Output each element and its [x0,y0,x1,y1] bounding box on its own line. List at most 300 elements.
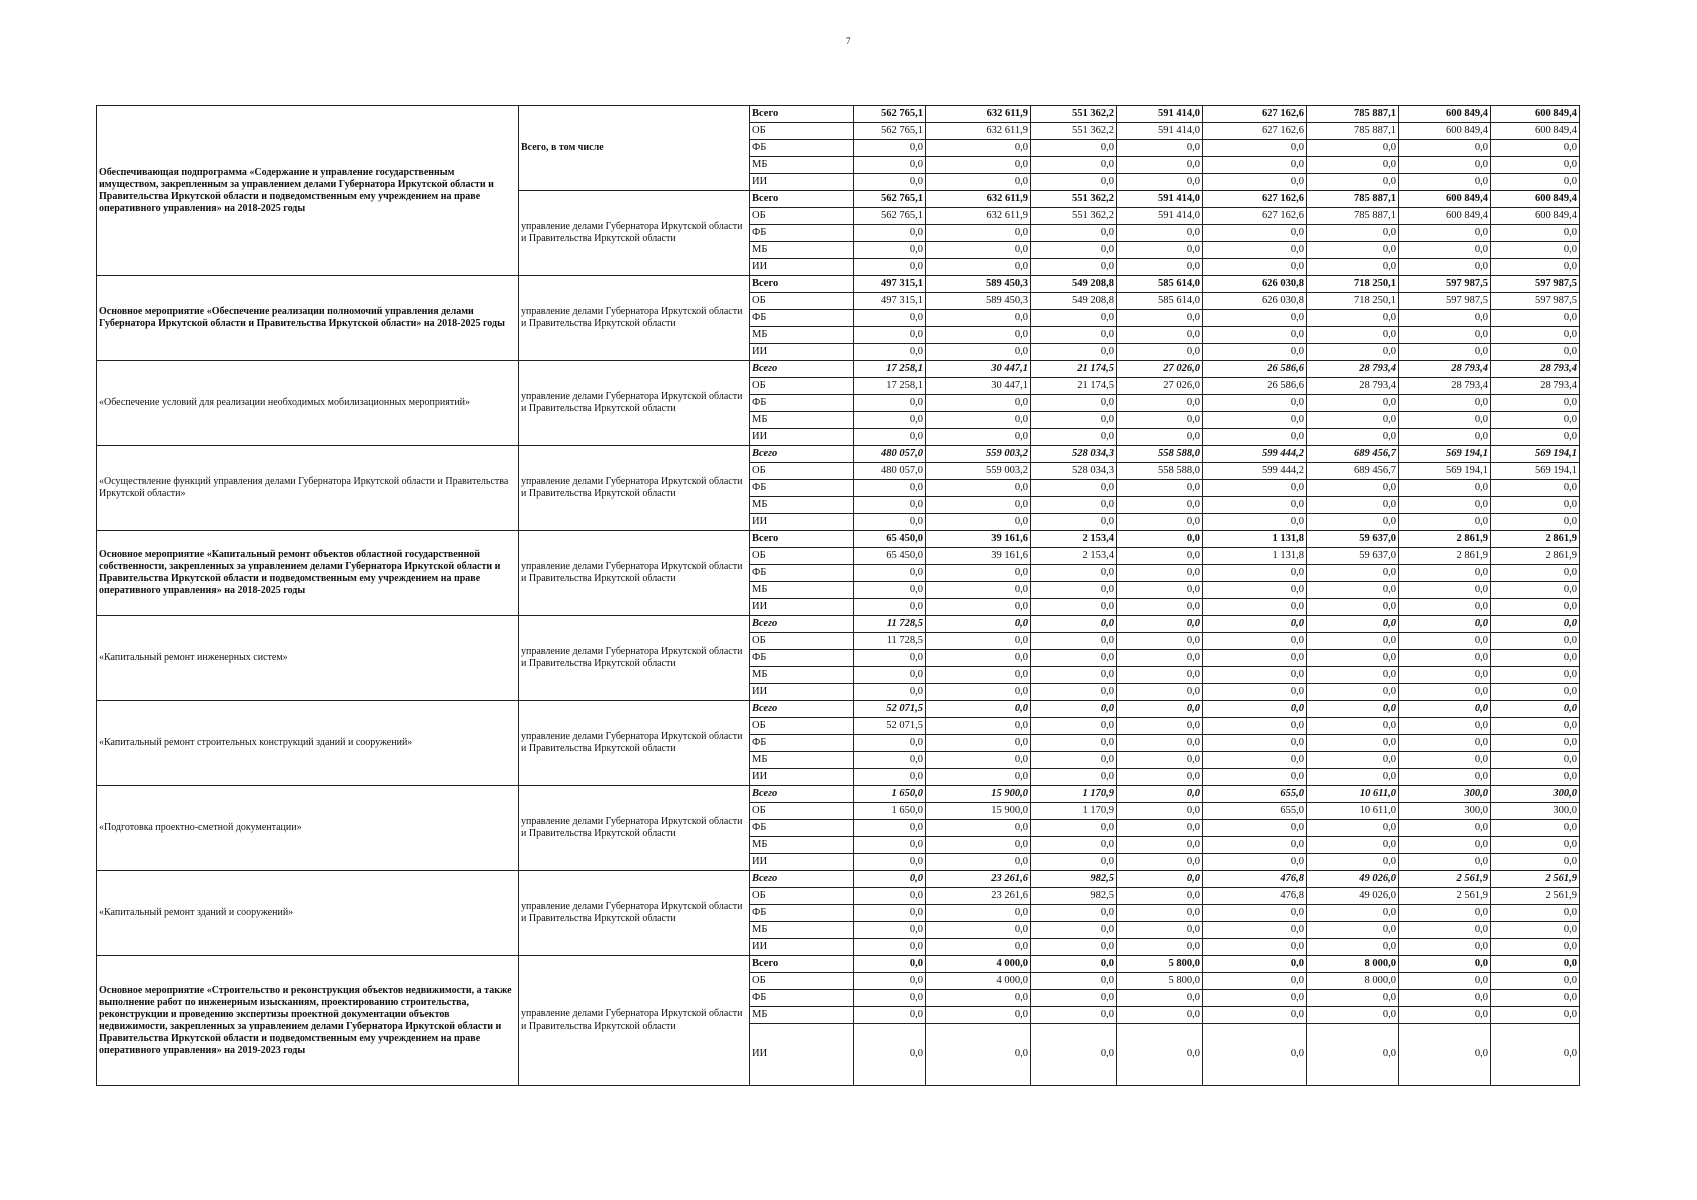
amount-cell: 0,0 [1307,820,1399,837]
amount-cell: 0,0 [926,140,1031,157]
amount-cell: 549 208,8 [1031,293,1117,310]
amount-cell: 2 561,9 [1491,871,1580,888]
amount-cell: 632 611,9 [926,208,1031,225]
amount-cell: 0,0 [1307,752,1399,769]
amount-cell: 0,0 [1031,650,1117,667]
amount-cell: 0,0 [1117,174,1203,191]
amount-cell: 52 071,5 [854,718,926,735]
amount-cell: 600 849,4 [1399,191,1491,208]
amount-cell: 0,0 [854,225,926,242]
measure-name: Основное мероприятие «Строительство и реконструкция объектов недвижимости, а также выполнение работ по инженерным изысканиям, проектированию строительства, реконструкции и проведению экспертизы проектной документации объектов недвижимости, закрепленных за управлением делами Губернатора Иркутской области и Правительства Иркутской области и подведомственным ему учреждением на праве оперативного управления» на 2019-2023 годы [97,956,519,1086]
amount-cell: 785 887,1 [1307,123,1399,140]
amount-cell: 585 614,0 [1117,293,1203,310]
amount-cell: 0,0 [1117,820,1203,837]
amount-cell: 0,0 [1399,990,1491,1007]
amount-cell: 0,0 [1399,565,1491,582]
amount-cell: 28 793,4 [1307,361,1399,378]
amount-cell: 569 194,1 [1491,446,1580,463]
funding-source: МБ [750,242,854,259]
funding-source: ИИ [750,1024,854,1086]
amount-cell: 0,0 [926,633,1031,650]
amount-cell: 0,0 [1117,310,1203,327]
amount-cell: 0,0 [1203,752,1307,769]
amount-cell: 0,0 [1117,497,1203,514]
amount-cell: 0,0 [1031,633,1117,650]
amount-cell: 11 728,5 [854,633,926,650]
amount-cell: 655,0 [1203,803,1307,820]
amount-cell: 0,0 [1203,157,1307,174]
amount-cell: 0,0 [1399,922,1491,939]
amount-cell: 600 849,4 [1491,123,1580,140]
amount-cell: 0,0 [854,752,926,769]
amount-cell: 0,0 [1399,157,1491,174]
amount-cell: 0,0 [1203,718,1307,735]
funding-source: ИИ [750,854,854,871]
amount-cell: 28 793,4 [1491,361,1580,378]
amount-cell: 0,0 [1307,310,1399,327]
amount-cell: 0,0 [1031,497,1117,514]
amount-cell: 0,0 [1491,225,1580,242]
amount-cell: 28 793,4 [1307,378,1399,395]
amount-cell: 476,8 [1203,888,1307,905]
amount-cell: 0,0 [1117,718,1203,735]
funding-source: ФБ [750,990,854,1007]
amount-cell: 0,0 [1491,599,1580,616]
amount-cell: 0,0 [1203,582,1307,599]
amount-cell: 0,0 [1117,395,1203,412]
amount-cell: 632 611,9 [926,106,1031,123]
amount-cell: 0,0 [1117,1007,1203,1024]
amount-cell: 0,0 [854,395,926,412]
funding-source: МБ [750,582,854,599]
amount-cell: 8 000,0 [1307,973,1399,990]
amount-cell: 480 057,0 [854,446,926,463]
funding-source: ОБ [750,208,854,225]
amount-cell: 30 447,1 [926,361,1031,378]
amount-cell: 0,0 [1399,684,1491,701]
amount-cell: 0,0 [1307,565,1399,582]
table-row [97,446,1580,463]
amount-cell: 52 071,5 [854,701,926,718]
responsible-executor: управление делами Губернатора Иркутской области и Правительства Иркутской области [519,361,750,446]
amount-cell: 0,0 [1491,412,1580,429]
amount-cell: 0,0 [926,497,1031,514]
amount-cell: 0,0 [1117,769,1203,786]
amount-cell: 0,0 [926,480,1031,497]
amount-cell: 591 414,0 [1117,208,1203,225]
amount-cell: 0,0 [1491,1007,1580,1024]
amount-cell: 28 793,4 [1399,378,1491,395]
amount-cell: 0,0 [1307,667,1399,684]
amount-cell: 0,0 [1491,684,1580,701]
amount-cell: 689 456,7 [1307,463,1399,480]
amount-cell: 26 586,6 [1203,361,1307,378]
amount-cell: 0,0 [926,157,1031,174]
amount-cell: 1 170,9 [1031,803,1117,820]
amount-cell: 562 765,1 [854,208,926,225]
amount-cell: 2 861,9 [1399,548,1491,565]
amount-cell: 0,0 [1203,633,1307,650]
funding-source: ОБ [750,633,854,650]
amount-cell: 0,0 [1399,327,1491,344]
responsible-executor: управление делами Губернатора Иркутской области и Правительства Иркутской области [519,786,750,871]
amount-cell: 0,0 [1117,327,1203,344]
amount-cell: 28 793,4 [1491,378,1580,395]
amount-cell: 0,0 [854,514,926,531]
amount-cell: 300,0 [1399,786,1491,803]
funding-source: ОБ [750,463,854,480]
amount-cell: 591 414,0 [1117,106,1203,123]
amount-cell: 0,0 [1307,225,1399,242]
amount-cell: 0,0 [926,599,1031,616]
amount-cell: 0,0 [1031,1007,1117,1024]
amount-cell: 562 765,1 [854,191,926,208]
amount-cell: 0,0 [1399,667,1491,684]
amount-cell: 0,0 [1117,667,1203,684]
amount-cell: 0,0 [1399,820,1491,837]
amount-cell: 0,0 [1031,412,1117,429]
table-row [97,956,1580,973]
funding-source: ФБ [750,480,854,497]
amount-cell: 0,0 [854,888,926,905]
amount-cell: 0,0 [854,922,926,939]
amount-cell: 0,0 [1117,157,1203,174]
amount-cell: 0,0 [1307,327,1399,344]
amount-cell: 0,0 [1491,344,1580,361]
amount-cell: 0,0 [1491,174,1580,191]
amount-cell: 627 162,6 [1203,191,1307,208]
amount-cell: 27 026,0 [1117,361,1203,378]
amount-cell: 0,0 [1031,565,1117,582]
amount-cell: 0,0 [1307,735,1399,752]
amount-cell: 0,0 [1031,480,1117,497]
funding-source: ИИ [750,684,854,701]
amount-cell: 0,0 [1031,854,1117,871]
amount-cell: 0,0 [1031,684,1117,701]
funding-source: МБ [750,667,854,684]
amount-cell: 599 444,2 [1203,446,1307,463]
funding-source: ИИ [750,769,854,786]
amount-cell: 0,0 [926,310,1031,327]
funding-table [96,105,1580,1086]
amount-cell: 0,0 [1399,582,1491,599]
amount-cell: 0,0 [854,497,926,514]
amount-cell: 0,0 [854,1007,926,1024]
amount-cell: 2 861,9 [1399,531,1491,548]
amount-cell: 0,0 [1117,854,1203,871]
amount-cell: 0,0 [926,650,1031,667]
amount-cell: 30 447,1 [926,378,1031,395]
amount-cell: 632 611,9 [926,191,1031,208]
amount-cell: 559 003,2 [926,446,1031,463]
amount-cell: 8 000,0 [1307,956,1399,973]
amount-cell: 0,0 [1399,956,1491,973]
amount-cell: 0,0 [854,480,926,497]
amount-cell: 300,0 [1491,803,1580,820]
amount-cell: 5 800,0 [1117,973,1203,990]
measure-name: «Обеспечение условий для реализации необходимых мобилизационных мероприятий» [97,361,519,446]
amount-cell: 59 637,0 [1307,548,1399,565]
amount-cell: 21 174,5 [1031,361,1117,378]
amount-cell: 0,0 [1399,174,1491,191]
amount-cell: 597 987,5 [1399,276,1491,293]
funding-source: ОБ [750,973,854,990]
measure-name: «Подготовка проектно-сметной документации» [97,786,519,871]
amount-cell: 0,0 [1117,922,1203,939]
amount-cell: 0,0 [1491,752,1580,769]
amount-cell: 0,0 [926,939,1031,956]
funding-source: ФБ [750,905,854,922]
amount-cell: 0,0 [1307,497,1399,514]
amount-cell: 0,0 [1117,548,1203,565]
amount-cell: 0,0 [1399,140,1491,157]
amount-cell: 0,0 [1031,242,1117,259]
amount-cell: 551 362,2 [1031,208,1117,225]
amount-cell: 0,0 [1203,1024,1307,1086]
amount-cell: 0,0 [1031,939,1117,956]
funding-source: МБ [750,752,854,769]
amount-cell: 0,0 [926,990,1031,1007]
amount-cell: 0,0 [1031,395,1117,412]
page-number: 7 [846,36,851,46]
amount-cell: 0,0 [1117,905,1203,922]
amount-cell: 0,0 [1399,633,1491,650]
responsible-executor: управление делами Губернатора Иркутской области и Правительства Иркутской области [519,191,750,276]
amount-cell: 591 414,0 [1117,191,1203,208]
amount-cell: 0,0 [1117,225,1203,242]
amount-cell: 599 444,2 [1203,463,1307,480]
amount-cell: 1 131,8 [1203,531,1307,548]
amount-cell: 0,0 [1399,905,1491,922]
amount-cell: 0,0 [926,429,1031,446]
amount-cell: 0,0 [854,990,926,1007]
amount-cell: 632 611,9 [926,123,1031,140]
amount-cell: 0,0 [1117,582,1203,599]
amount-cell: 0,0 [1117,684,1203,701]
amount-cell: 0,0 [1399,735,1491,752]
amount-cell: 0,0 [926,412,1031,429]
amount-cell: 0,0 [1491,701,1580,718]
amount-cell: 2 561,9 [1491,888,1580,905]
amount-cell: 0,0 [1203,225,1307,242]
table-row [97,871,1580,888]
amount-cell: 600 849,4 [1491,191,1580,208]
amount-cell: 597 987,5 [1491,276,1580,293]
amount-cell: 0,0 [1399,616,1491,633]
amount-cell: 0,0 [1307,344,1399,361]
amount-cell: 0,0 [1399,242,1491,259]
funding-source: МБ [750,157,854,174]
amount-cell: 0,0 [1491,480,1580,497]
funding-source: ФБ [750,650,854,667]
amount-cell: 0,0 [854,582,926,599]
amount-cell: 23 261,6 [926,888,1031,905]
amount-cell: 0,0 [1399,599,1491,616]
amount-cell: 0,0 [854,599,926,616]
amount-cell: 0,0 [1203,242,1307,259]
responsible-executor: Всего, в том числе [519,106,750,191]
amount-cell: 0,0 [926,905,1031,922]
amount-cell: 15 900,0 [926,786,1031,803]
amount-cell: 0,0 [1491,395,1580,412]
amount-cell: 558 588,0 [1117,446,1203,463]
table-row [97,786,1580,803]
amount-cell: 17 258,1 [854,378,926,395]
table-row [97,531,1580,548]
amount-cell: 0,0 [1399,973,1491,990]
amount-cell: 0,0 [1031,837,1117,854]
measure-name: Обеспечивающая подпрограмма «Содержание и управление государственным имуществом, закрепленным за управлением делами Губернатора Иркутской области и Правительства Иркутской области и подведомственным ему учреждением на праве оперативного управления» на 2018-2025 годы [97,106,519,276]
measure-name: «Капитальный ремонт зданий и сооружений» [97,871,519,956]
amount-cell: 0,0 [1203,650,1307,667]
amount-cell: 0,0 [1399,1024,1491,1086]
funding-source: МБ [750,1007,854,1024]
amount-cell: 0,0 [1117,242,1203,259]
amount-cell: 0,0 [1031,769,1117,786]
amount-cell: 689 456,7 [1307,446,1399,463]
amount-cell: 0,0 [926,718,1031,735]
amount-cell: 0,0 [1399,752,1491,769]
amount-cell: 0,0 [1031,1024,1117,1086]
amount-cell: 0,0 [1307,242,1399,259]
amount-cell: 0,0 [1117,888,1203,905]
amount-cell: 0,0 [1117,752,1203,769]
amount-cell: 0,0 [1491,769,1580,786]
amount-cell: 0,0 [854,769,926,786]
amount-cell: 0,0 [1491,242,1580,259]
amount-cell: 0,0 [1491,922,1580,939]
amount-cell: 0,0 [1031,310,1117,327]
amount-cell: 480 057,0 [854,463,926,480]
amount-cell: 0,0 [926,684,1031,701]
amount-cell: 0,0 [1491,667,1580,684]
amount-cell: 0,0 [1203,735,1307,752]
funding-source: МБ [750,327,854,344]
amount-cell: 0,0 [1203,327,1307,344]
amount-cell: 0,0 [1031,973,1117,990]
amount-cell: 0,0 [1491,650,1580,667]
table-row [97,276,1580,293]
amount-cell: 0,0 [1399,225,1491,242]
amount-cell: 0,0 [1491,905,1580,922]
funding-source: Всего [750,786,854,803]
amount-cell: 600 849,4 [1399,106,1491,123]
amount-cell: 0,0 [1307,412,1399,429]
amount-cell: 1 650,0 [854,803,926,820]
amount-cell: 0,0 [1117,259,1203,276]
amount-cell: 476,8 [1203,871,1307,888]
amount-cell: 0,0 [1399,480,1491,497]
measure-name: «Осуществление функций управления делами Губернатора Иркутской области и Правительства Иркутской области» [97,446,519,531]
funding-source: Всего [750,956,854,973]
amount-cell: 0,0 [1203,514,1307,531]
amount-cell: 600 849,4 [1491,208,1580,225]
amount-cell: 0,0 [1307,157,1399,174]
amount-cell: 600 849,4 [1399,208,1491,225]
amount-cell: 655,0 [1203,786,1307,803]
amount-cell: 28 793,4 [1399,361,1491,378]
amount-cell: 0,0 [926,174,1031,191]
amount-cell: 0,0 [1203,769,1307,786]
amount-cell: 0,0 [1117,599,1203,616]
amount-cell: 0,0 [1491,718,1580,735]
amount-cell: 17 258,1 [854,361,926,378]
amount-cell: 551 362,2 [1031,191,1117,208]
amount-cell: 0,0 [926,820,1031,837]
amount-cell: 785 887,1 [1307,208,1399,225]
funding-source: МБ [750,922,854,939]
amount-cell: 4 000,0 [926,956,1031,973]
amount-cell: 528 034,3 [1031,446,1117,463]
amount-cell: 0,0 [854,242,926,259]
amount-cell: 0,0 [854,667,926,684]
amount-cell: 0,0 [1491,939,1580,956]
amount-cell: 0,0 [1307,616,1399,633]
amount-cell: 0,0 [1491,1024,1580,1086]
amount-cell: 0,0 [926,667,1031,684]
amount-cell: 0,0 [1307,769,1399,786]
funding-source: ИИ [750,429,854,446]
amount-cell: 0,0 [1399,412,1491,429]
funding-source: ИИ [750,939,854,956]
amount-cell: 0,0 [1117,633,1203,650]
amount-cell: 0,0 [1031,956,1117,973]
amount-cell: 1 170,9 [1031,786,1117,803]
funding-source: ФБ [750,395,854,412]
amount-cell: 10 611,0 [1307,786,1399,803]
amount-cell: 0,0 [854,259,926,276]
amount-cell: 0,0 [1203,684,1307,701]
amount-cell: 0,0 [1399,837,1491,854]
amount-cell: 718 250,1 [1307,276,1399,293]
amount-cell: 497 315,1 [854,293,926,310]
amount-cell: 0,0 [1307,582,1399,599]
amount-cell: 585 614,0 [1117,276,1203,293]
funding-source: ФБ [750,140,854,157]
amount-cell: 0,0 [1491,310,1580,327]
amount-cell: 551 362,2 [1031,123,1117,140]
amount-cell: 551 362,2 [1031,106,1117,123]
amount-cell: 0,0 [1307,140,1399,157]
amount-cell: 0,0 [1117,990,1203,1007]
amount-cell: 27 026,0 [1117,378,1203,395]
amount-cell: 10 611,0 [1307,803,1399,820]
responsible-executor: управление делами Губернатора Иркутской области и Правительства Иркутской области [519,616,750,701]
amount-cell: 0,0 [854,140,926,157]
amount-cell: 0,0 [1203,310,1307,327]
amount-cell: 0,0 [854,344,926,361]
amount-cell: 0,0 [1491,565,1580,582]
measure-name: Основное мероприятие «Обеспечение реализации полномочий управления делами Губернатора Иркутской области и Правительства Иркутской области» на 2018-2025 годы [97,276,519,361]
funding-source: ИИ [750,259,854,276]
amount-cell: 0,0 [1031,599,1117,616]
amount-cell: 0,0 [1399,854,1491,871]
amount-cell: 0,0 [1491,514,1580,531]
amount-cell: 0,0 [926,752,1031,769]
amount-cell: 0,0 [1307,939,1399,956]
amount-cell: 591 414,0 [1117,123,1203,140]
amount-cell: 2 153,4 [1031,548,1117,565]
amount-cell: 0,0 [1117,531,1203,548]
amount-cell: 0,0 [1031,752,1117,769]
amount-cell: 0,0 [1203,837,1307,854]
amount-cell: 49 026,0 [1307,871,1399,888]
amount-cell: 0,0 [1031,344,1117,361]
amount-cell: 600 849,4 [1399,123,1491,140]
amount-cell: 626 030,8 [1203,276,1307,293]
amount-cell: 26 586,6 [1203,378,1307,395]
amount-cell: 0,0 [1491,990,1580,1007]
